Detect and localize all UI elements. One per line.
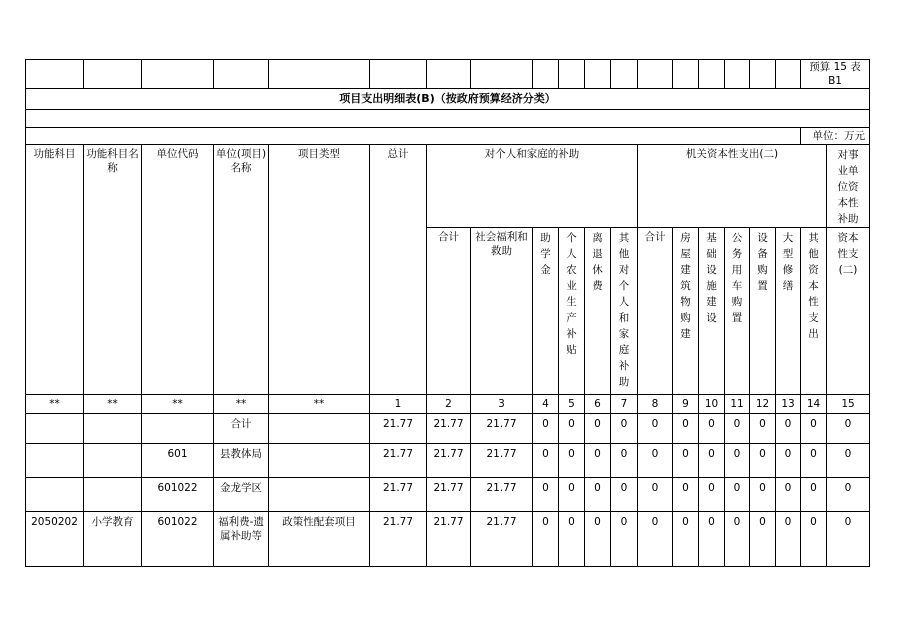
index-cell: 4 xyxy=(533,395,559,414)
cell-value: 0 xyxy=(750,444,776,478)
cell-value: 0 xyxy=(827,414,870,444)
index-cell: ** xyxy=(214,395,269,414)
index-cell: 2 xyxy=(427,395,471,414)
cell-value: 0 xyxy=(725,478,750,512)
index-cell: 10 xyxy=(699,395,725,414)
cell-value: 0 xyxy=(776,444,801,478)
index-cell: 8 xyxy=(638,395,673,414)
cell-value: 0 xyxy=(533,512,559,567)
cell-value: 0 xyxy=(776,414,801,444)
cell-unit-name: 金龙学区 xyxy=(214,478,269,512)
cell-value: 0 xyxy=(801,444,827,478)
col-c-car: 公务用车购置 xyxy=(731,232,743,324)
cell-p-total: 21.77 xyxy=(427,414,471,444)
cell-unit-code: 601022 xyxy=(142,512,214,567)
index-cell: 11 xyxy=(725,395,750,414)
cell-func-code: 2050202 xyxy=(26,512,84,567)
col-c-repair: 大型修缮 xyxy=(782,232,794,292)
cell-value: 0 xyxy=(750,414,776,444)
cell-value: 0 xyxy=(638,414,673,444)
cell-value: 0 xyxy=(673,414,699,444)
cell-value: 0 xyxy=(585,478,611,512)
cell-project-type xyxy=(269,478,370,512)
cell-value: 0 xyxy=(725,414,750,444)
table-number: 预算 15 表 B1 xyxy=(801,60,870,89)
cell-value: 0 xyxy=(611,512,638,567)
cell-value: 0 xyxy=(827,444,870,478)
cell-unit-name: 合计 xyxy=(214,414,269,444)
cell-value: 0 xyxy=(725,512,750,567)
cell-func-code xyxy=(26,478,84,512)
cell-p-social: 21.77 xyxy=(471,414,533,444)
cell-total: 21.77 xyxy=(370,512,427,567)
col-func-code: 功能科目 xyxy=(26,145,84,395)
index-cell: 9 xyxy=(673,395,699,414)
col-pub-cap: 资本性支(二) xyxy=(837,232,859,276)
cell-value: 0 xyxy=(585,414,611,444)
cell-value: 0 xyxy=(673,444,699,478)
col-p-grant: 助学金 xyxy=(540,232,551,276)
index-cell: 13 xyxy=(776,395,801,414)
group-capital: 机关资本性支出(二) xyxy=(638,145,827,228)
cell-value: 0 xyxy=(801,478,827,512)
cell-total: 21.77 xyxy=(370,414,427,444)
cell-unit-code xyxy=(142,414,214,444)
cell-func-name: 小学教育 xyxy=(84,512,142,567)
index-cell: 15 xyxy=(827,395,870,414)
cell-func-name xyxy=(84,414,142,444)
header-row-1 xyxy=(26,145,870,228)
cell-value: 0 xyxy=(638,444,673,478)
cell-value: 0 xyxy=(750,512,776,567)
cell-unit-name: 县教体局 xyxy=(214,444,269,478)
col-p-total: 合计 xyxy=(427,228,471,395)
cell-func-code xyxy=(26,414,84,444)
col-p-other: 其他对个人和家庭补助 xyxy=(618,232,630,388)
index-cell: ** xyxy=(26,395,84,414)
index-row xyxy=(26,395,870,414)
cell-value: 0 xyxy=(559,414,585,444)
group-public: 对事业单位资本性补助 xyxy=(837,149,859,225)
cell-func-name xyxy=(84,444,142,478)
cell-value: 0 xyxy=(827,478,870,512)
cell-total: 21.77 xyxy=(370,478,427,512)
cell-value: 0 xyxy=(611,414,638,444)
index-cell: 1 xyxy=(370,395,427,414)
unit-label: 单位：万元 xyxy=(801,128,870,145)
blank-row xyxy=(26,110,870,128)
col-c-other: 其他资本性支出 xyxy=(808,232,819,340)
cell-p-total: 21.77 xyxy=(427,512,471,567)
col-c-infra: 基础设施建设 xyxy=(706,232,717,324)
table-row xyxy=(26,478,870,512)
col-unit-name: 单位(项目)名称 xyxy=(214,145,269,395)
cell-value: 0 xyxy=(638,512,673,567)
index-cell: 5 xyxy=(559,395,585,414)
table-row xyxy=(26,444,870,478)
cell-value: 0 xyxy=(673,478,699,512)
cell-p-social: 21.77 xyxy=(471,512,533,567)
cell-value: 0 xyxy=(699,414,725,444)
cell-value: 0 xyxy=(750,478,776,512)
cell-value: 0 xyxy=(585,444,611,478)
table-row xyxy=(26,512,870,567)
col-p-farm: 个人农业生产补贴 xyxy=(566,232,577,356)
cell-project-type xyxy=(269,444,370,478)
cell-value: 0 xyxy=(827,512,870,567)
col-p-retire: 离退休费 xyxy=(592,232,603,292)
table-row xyxy=(26,414,870,444)
index-cell: 6 xyxy=(585,395,611,414)
cell-unit-code: 601022 xyxy=(142,478,214,512)
col-c-house: 房屋建筑物购建 xyxy=(680,232,691,340)
cell-value: 0 xyxy=(801,512,827,567)
cell-value: 0 xyxy=(611,444,638,478)
table-title: 项目支出明细表(B)（按政府预算经济分类） xyxy=(26,89,870,110)
cell-value: 0 xyxy=(699,512,725,567)
col-project-type: 项目类型 xyxy=(269,145,370,395)
cell-p-total: 21.77 xyxy=(427,444,471,478)
col-total: 总计 xyxy=(370,145,427,395)
col-c-total: 合计 xyxy=(638,228,673,395)
cell-value: 0 xyxy=(533,478,559,512)
data-rows xyxy=(26,414,870,567)
cell-value: 0 xyxy=(699,478,725,512)
cell-project-type: 政策性配套项目 xyxy=(269,512,370,567)
cell-unit-name: 福利费-遗属补助等 xyxy=(214,512,269,567)
index-cell: ** xyxy=(84,395,142,414)
cell-value: 0 xyxy=(559,478,585,512)
col-unit-code: 单位代码 xyxy=(142,145,214,395)
cell-value: 0 xyxy=(801,414,827,444)
cell-project-type xyxy=(269,414,370,444)
budget-table xyxy=(25,59,870,567)
col-func-name: 功能科目名称 xyxy=(84,145,142,395)
cell-value: 0 xyxy=(699,444,725,478)
cell-value: 0 xyxy=(533,414,559,444)
index-cell: ** xyxy=(142,395,214,414)
cell-value: 0 xyxy=(673,512,699,567)
cell-func-name xyxy=(84,478,142,512)
group-personal: 对个人和家庭的补助 xyxy=(427,145,638,228)
cell-value: 0 xyxy=(638,478,673,512)
cell-unit-code: 601 xyxy=(142,444,214,478)
cell-value: 0 xyxy=(533,444,559,478)
table-number-row xyxy=(26,60,870,89)
index-cell: 7 xyxy=(611,395,638,414)
cell-value: 0 xyxy=(611,478,638,512)
unit-row xyxy=(26,128,870,145)
cell-value: 0 xyxy=(585,512,611,567)
cell-value: 0 xyxy=(559,444,585,478)
index-cell: 3 xyxy=(471,395,533,414)
cell-p-social: 21.77 xyxy=(471,444,533,478)
cell-func-code xyxy=(26,444,84,478)
cell-value: 0 xyxy=(725,444,750,478)
cell-value: 0 xyxy=(776,478,801,512)
cell-p-total: 21.77 xyxy=(427,478,471,512)
cell-value: 0 xyxy=(559,512,585,567)
index-cell: 12 xyxy=(750,395,776,414)
index-cell: 14 xyxy=(801,395,827,414)
cell-total: 21.77 xyxy=(370,444,427,478)
cell-p-social: 21.77 xyxy=(471,478,533,512)
title-row xyxy=(26,89,870,110)
col-p-social: 社会福利和救助 xyxy=(471,228,533,395)
cell-value: 0 xyxy=(776,512,801,567)
col-c-equip: 设备购置 xyxy=(757,232,768,292)
index-cell: ** xyxy=(269,395,370,414)
